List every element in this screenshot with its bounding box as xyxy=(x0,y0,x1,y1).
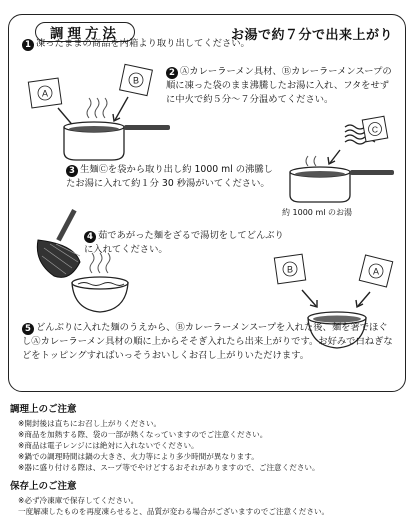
list-item: ※開封後は直ちにお召し上がりください。 xyxy=(18,419,162,428)
list-item: ※商品を加熱する際、袋の一部が熱くなっていますのでご注意ください。 xyxy=(18,430,268,439)
list-item: ※必ず冷凍庫で保存してください。 xyxy=(18,496,139,505)
label-b: B xyxy=(132,75,140,86)
step-number: 1 xyxy=(22,39,34,51)
packet-b-illustration xyxy=(274,254,305,284)
arrow-icon xyxy=(358,292,370,306)
step-1 xyxy=(22,37,250,51)
list-item: 一度解凍したものを再度凍らせると、品質が変わる場合がございますのでご注意ください。 xyxy=(18,507,330,516)
section-title: 調理方法 xyxy=(35,22,135,42)
step-4 xyxy=(84,229,284,257)
step-3-text: 生麺Ⓒを袋から取り出し約 1000 ml の沸騰したお湯に入れて約１分 30 秒湯がいてください。 xyxy=(66,164,273,189)
step-3 xyxy=(66,163,276,191)
cooking-notes-title: 調理上のご注意 xyxy=(10,404,77,415)
label-b: B xyxy=(286,264,294,275)
headline: お湯で約７分で出来上がり xyxy=(230,28,393,43)
step-number: 4 xyxy=(84,231,96,243)
storage-notes-title: 保存上のご注意 xyxy=(10,481,77,492)
label-c: C xyxy=(371,124,379,135)
storage-notes xyxy=(10,478,410,517)
notes-section xyxy=(10,401,410,517)
pot-caption: 約 1000 ml のお湯 xyxy=(282,208,353,217)
packet-b-illustration xyxy=(120,64,153,95)
step-number: 5 xyxy=(22,323,34,335)
noodle-c-illustration xyxy=(345,116,388,144)
step-5-text: どんぶりに入れた麺のうえから、Ⓑカレーラーメンスープを入れた後、麺を箸でほぐしⒶカレーラーメン具材の順に上からそそぎ入れたら出来上がりです。お好みで白ねぎなどをトッピングすればいっそうおいしくお召し上がりいただけます。 xyxy=(22,322,393,361)
step-5 xyxy=(22,321,394,363)
cooking-notes-list xyxy=(10,418,410,473)
step-number: 3 xyxy=(66,165,78,177)
storage-notes-list xyxy=(10,495,410,517)
colander-illustration xyxy=(37,209,80,277)
step-4-text: 茹であがった麺をざるで湯切をしてどんぶりに入れてください。 xyxy=(84,230,284,255)
packet-a-illustration xyxy=(28,78,61,108)
packet-a-illustration xyxy=(359,255,392,287)
label-a: A xyxy=(372,266,380,277)
label-a: A xyxy=(41,88,49,99)
step-number: 2 xyxy=(166,67,178,79)
step-2 xyxy=(166,65,394,107)
step-1-text: 凍ったままの商品を内箱より取り出してください。 xyxy=(36,38,250,49)
list-item: ※鍋での調理時間は鍋の大きさ、火力等により多少時間が異なります。 xyxy=(18,452,259,461)
arrow-icon xyxy=(302,290,316,306)
pot-illustration xyxy=(64,98,170,160)
list-item: ※商品は電子レンジには絶対に入れないでください。 xyxy=(18,441,199,450)
arrow-icon xyxy=(115,97,128,120)
step-2-text: Ⓐカレーラーメン具材、Ⓑカレーラーメンスープの順に凍った袋のまま沸騰したお湯に入れ、フタをせずに中火で約５分～７分温めてください。 xyxy=(166,66,392,105)
pot-illustration xyxy=(290,156,394,202)
list-item: ※器に盛り付ける際は、スープ等でやけどするおそれがありますので、ご注意ください。 xyxy=(18,463,320,472)
